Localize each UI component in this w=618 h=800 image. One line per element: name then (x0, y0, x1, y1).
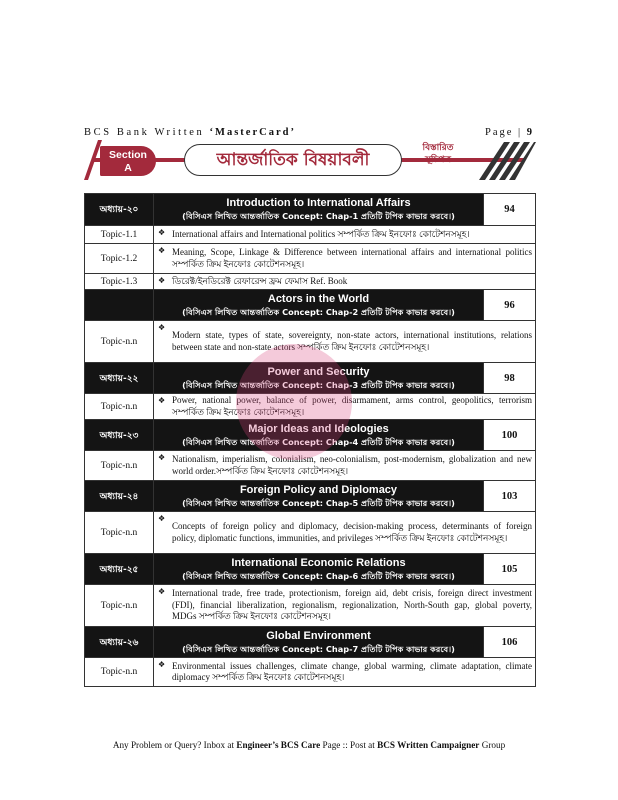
topic-row (85, 451, 536, 481)
header-page (485, 127, 534, 138)
section-banner (84, 140, 536, 180)
footer-text-2: Page :: Post at (320, 740, 378, 750)
chapter-subtitle: (বিসিএস লিখিত আন্তর্জাতিক Concept: Chap-2 প্রতিটি টপিক কাভার করবে।) (182, 306, 455, 317)
diamond-bullet-icon: ❖ (158, 246, 166, 255)
toc-table (84, 193, 536, 687)
topic-row (85, 274, 536, 290)
topic-id: Topic-1.2 (85, 244, 154, 274)
chapter-title-cell (154, 194, 484, 226)
topic-id: Topic-n.n (85, 321, 154, 363)
topic-description (154, 274, 536, 290)
diamond-bullet-icon: ❖ (158, 587, 166, 596)
topic-text: Environmental issues challenges, climate change, global warming, climate adaptation, climate diplomacy সম্পর্কিত ক্রিম ইনফোঃ কোটেশনসমূহ। (172, 660, 532, 682)
chapter-title: International Economic Relations (231, 556, 406, 569)
diamond-bullet-icon: ❖ (158, 323, 166, 332)
topic-text: Meaning, Scope, Linkage & Difference between international affairs and international politics সম্পর্কিত ক্রিম ইনফোঃ কোটেশনসমূহ। (172, 247, 532, 269)
chapter-page-number: 96 (484, 290, 536, 321)
header-page-number: 9 (526, 127, 534, 138)
chapter-title-cell (154, 290, 484, 321)
footer-text-1: Any Problem or Query? Inbox at (112, 740, 237, 750)
topic-row (85, 585, 536, 627)
topic-text: International trade, free trade, protectionism, foreign aid, debt crisis, foreign direct investment (FDI), financial liberalization, regionalism, regionalization, North-South gap, global poverty, MDGs সম্পর্কিত ক্রিম ইনফোঃ কোটেশনসমূহ। (172, 588, 532, 622)
diamond-bullet-icon: ❖ (158, 396, 166, 405)
chapter-title: Foreign Policy and Diplomacy (239, 483, 398, 496)
chapter-subtitle: (বিসিএস লিখিত আন্তর্জাতিক Concept: Chap-5 প্রতিটি টপিক কাভার করবে।) (182, 497, 455, 508)
header-doc-title: BCS Bank Written (84, 127, 210, 138)
chapter-title: Introduction to International Affairs (226, 197, 411, 209)
chapter-number: অধ্যায়-২৬ (85, 627, 154, 658)
detail-line2: সূচিপত্র (424, 155, 452, 165)
topic-description (154, 226, 536, 244)
topic-description (154, 658, 536, 687)
topic-row (85, 226, 536, 244)
chapter-number: অধ্যায়-২০ (85, 194, 154, 226)
topic-description (154, 244, 536, 274)
footer (84, 740, 534, 750)
chapter-subtitle: (বিসিএস লিখিত আন্তর্জাতিক Concept: Chap-3 প্রতিটি টপিক কাভার করবে।) (182, 379, 455, 390)
chapter-number: অধ্যায়-২৪ (85, 481, 154, 512)
header-left (84, 127, 296, 138)
header-page-label: Page | (484, 127, 527, 138)
chapter-header-row (85, 290, 536, 321)
chapter-header-row (85, 627, 536, 658)
chapter-header-row (85, 363, 536, 394)
diamond-bullet-icon: ❖ (158, 276, 166, 285)
chapter-number: অধ্যায়-২৩ (85, 420, 154, 451)
topic-text: Power, national power, balance of power, disarmament, arms control, geopolitics, terrorism সম্পর্কিত ক্রিম ইনফোঃ কোটেশনসমূহ। (172, 395, 532, 417)
toc-body (85, 194, 536, 687)
section-tab (100, 146, 156, 176)
chapter-number (85, 290, 154, 321)
chapter-title: Actors in the World (267, 292, 370, 305)
diamond-bullet-icon: ❖ (158, 660, 166, 669)
topic-text: Concepts of foreign policy and diplomacy, decision-making process, determinants of foreign policy, diplomatic functions, immunities, and privileges সম্পর্কিত ক্রিম ইনফোঃ কোটেশনসমূহ। (172, 521, 532, 543)
topic-id: Topic-n.n (85, 512, 154, 554)
chapter-page-number: 103 (484, 481, 536, 512)
section-letter: A (124, 162, 132, 174)
chapter-subtitle: (বিসিএস লিখিত আন্তর্জাতিক Concept: Chap-4 প্রতিটি টপিক কাভার করবে।) (182, 436, 455, 447)
footer-page-name: Engineer’s BCS Care (236, 740, 321, 750)
topic-text: Nationalism, imperialism, colonialism, neo-colonialism, post-modernism, globalization and new world order.সম্পর্কিত ক্রিম ইনফোঃ কোটেশনসমূহ। (172, 454, 532, 476)
chapter-subtitle: (বিসিএস লিখিত আন্তর্জাতিক Concept: Chap-1 প্রতিটি টপিক কাভার করবে।) (182, 211, 455, 221)
topic-row (85, 244, 536, 274)
chapter-number: অধ্যায়-২৫ (85, 554, 154, 585)
topic-id: Topic-n.n (85, 658, 154, 687)
topic-id: Topic-n.n (85, 394, 154, 420)
detail-line1: বিস্তারিত (422, 143, 454, 153)
chapter-title-cell (154, 420, 484, 451)
chapter-title: Global Environment (266, 629, 371, 642)
section-label: Section (109, 149, 147, 161)
topic-id: Topic-n.n (85, 585, 154, 627)
chapter-page-number: 98 (484, 363, 536, 394)
topic-row (85, 658, 536, 687)
diamond-bullet-icon: ❖ (158, 453, 166, 462)
topic-description (154, 512, 536, 554)
chapter-header-row (85, 420, 536, 451)
chapter-number: অধ্যায়-২২ (85, 363, 154, 394)
chapter-header-row (85, 194, 536, 226)
running-header (84, 127, 534, 141)
chapter-header-row (85, 481, 536, 512)
footer-text-3: Group (479, 740, 506, 750)
chapter-title-cell (154, 363, 484, 394)
topic-id: Topic-n.n (85, 451, 154, 481)
chapter-title-cell (154, 554, 484, 585)
chapter-page-number: 100 (484, 420, 536, 451)
topic-row (85, 321, 536, 363)
topic-description (154, 451, 536, 481)
topic-id: Topic-1.1 (85, 226, 154, 244)
chapter-header-row (85, 554, 536, 585)
section-title: আন্তর্জাতিক বিষয়াবলী (184, 144, 402, 176)
topic-text: International affairs and International politics সম্পর্কিত ক্রিম ইনফোঃ কোটেশনসমূহ। (172, 228, 470, 239)
chapter-subtitle: (বিসিএস লিখিত আন্তর্জাতিক Concept: Chap-6 প্রতিটি টপিক কাভার করবে।) (182, 570, 455, 581)
topic-description (154, 394, 536, 420)
chapter-title-cell (154, 627, 484, 658)
diamond-bullet-icon: ❖ (158, 228, 166, 237)
chapter-page-number: 94 (484, 194, 536, 226)
diamond-bullet-icon: ❖ (158, 514, 166, 523)
topic-row (85, 512, 536, 554)
topic-description (154, 321, 536, 363)
topic-row (85, 394, 536, 420)
chapter-title-cell (154, 481, 484, 512)
chapter-page-number: 106 (484, 627, 536, 658)
footer-group-name: BCS Written Campaigner (377, 740, 480, 750)
topic-text: Modern state, types of state, sovereignty, non-state actors, international institutions, relations between state and non-state actors সম্পর্কিত ক্রিম ইনফোঃ কোটেশনসমূহ। (172, 330, 532, 352)
detail-index-label (410, 142, 466, 166)
chapter-title: Power and Security (267, 365, 370, 378)
chapter-title: Major Ideas and Ideologies (248, 422, 389, 435)
chapter-subtitle: (বিসিএস লিখিত আন্তর্জাতিক Concept: Chap-7 প্রতিটি টপিক কাভার করবে।) (182, 643, 455, 654)
topic-description (154, 585, 536, 627)
topic-text: ডিরেক্ট/ইনডিরেক্ট রেফারেন্স ফ্রম ফেমাস Ref. Book (172, 275, 348, 286)
topic-id: Topic-1.3 (85, 274, 154, 290)
header-mastercard: ‘MasterCard’ (209, 127, 296, 138)
chapter-page-number: 105 (484, 554, 536, 585)
